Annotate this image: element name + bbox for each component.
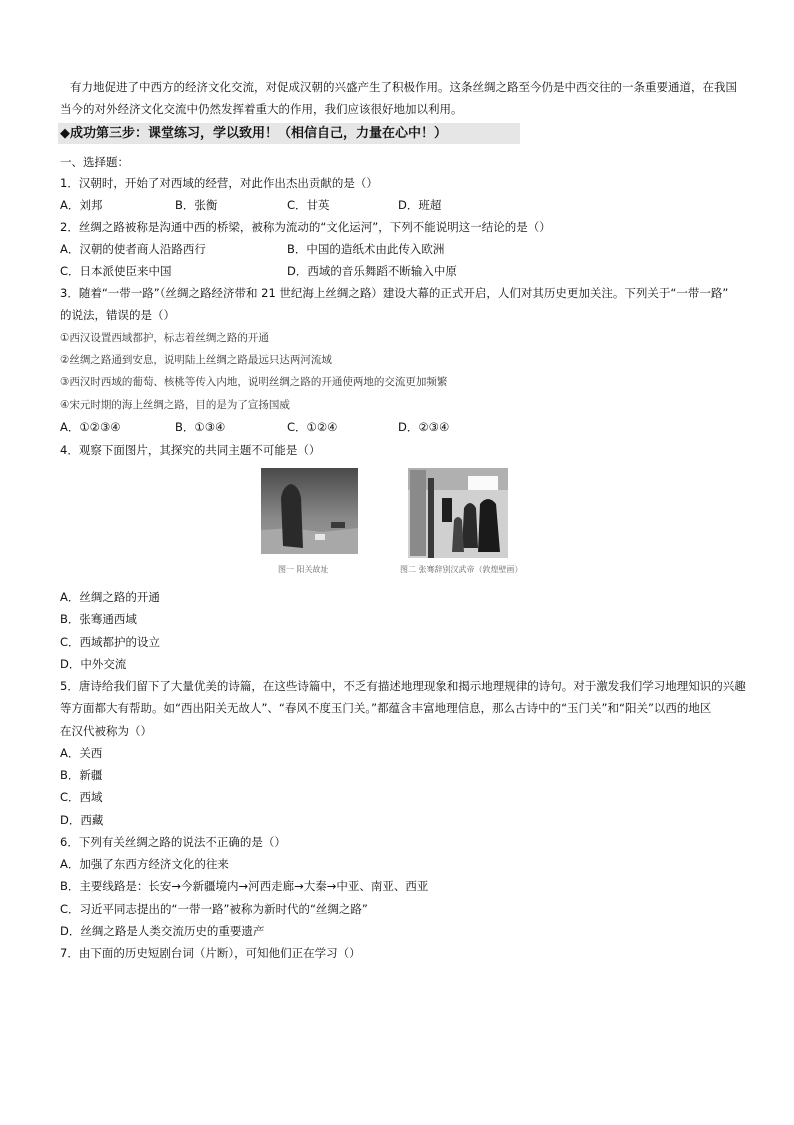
q6-option-a: A．加强了东西方经济文化的往来 (60, 857, 229, 871)
q3-stem-line-2: 的说法，错误的是（） (60, 308, 175, 322)
q1-option-c: C．甘英 (287, 198, 330, 212)
q3-option-a: A．①②③④ (60, 420, 121, 434)
q5-option-a: A．关西 (60, 746, 103, 760)
q1-option-a: A．刘邦 (60, 198, 103, 212)
q5-stem-line-2: 等方面都大有帮助。如“西出阳关无故人”、“春风不度玉门关。”都蕴含丰富地理信息，那么古诗中的“玉门关”和“阳关”以西的地区 (60, 701, 712, 715)
q5-stem-line-3: 在汉代被称为（） (60, 724, 152, 738)
q3-statement-3: ③西汉时西域的葡萄、核桃等传入内地，说明丝绸之路的开通使两地的交流更加频繁 (60, 376, 448, 388)
q6-option-b: B．主要线路是：长安→今新疆境内→河西走廊→大秦→中亚、南亚、西亚 (60, 879, 429, 893)
q2-option-a: A．汉朝的使者商人沿路西行 (60, 242, 206, 256)
q2-option-b: B．中国的造纸术由此传入欧洲 (287, 242, 445, 256)
q2-option-c: C．日本派使臣来中国 (60, 264, 172, 278)
q1-option-d: D．班超 (398, 198, 442, 212)
q4-option-a: A．丝绸之路的开通 (60, 590, 160, 604)
q6-stem: 6．下列有关丝绸之路的说法不正确的是（） (60, 835, 286, 849)
q3-option-d: D．②③④ (398, 420, 450, 434)
zhang-qian-mural-photo (408, 468, 508, 558)
yangguan-ruins-illustration (261, 468, 358, 554)
q3-statement-4: ④宋元时期的海上丝绸之路，目的是为了宣扬国威 (60, 399, 290, 411)
q5-stem-line-1: 5．唐诗给我们留下了大量优美的诗篇，在这些诗篇中，不乏有描述地理现象和揭示地理规律的诗句。对于激发我们学习地理知识的兴趣 (60, 679, 746, 693)
q5-option-c: C．西域 (60, 790, 103, 804)
intro-line-1: 有力地促进了中西方的经济文化交流，对促成汉朝的兴盛产生了积极作用。这条丝绸之路至今仍是中西交往的一条重要通道，在我国 (70, 80, 737, 94)
q6-option-c: C．习近平同志提出的“一带一路”被称为新时代的“丝绸之路” (60, 902, 368, 916)
q5-option-d: D．西藏 (60, 813, 104, 827)
q3-option-c: C．①②④ (287, 420, 338, 434)
q3-stem-line-1: 3．随着“一带一路”（丝绸之路经济带和 21 世纪海上丝绸之路）建设大幕的正式开启，人们对其历史更加关注。下列关于“一带一路” (60, 286, 729, 300)
q2-stem: 2．丝绸之路被称是沟通中西的桥梁，被称为流动的“文化运河”，下列不能说明这一结论的是（） (60, 220, 551, 234)
figure-2-caption: 图二 张骞辞别汉武帝（敦煌壁画） (400, 565, 523, 574)
q5-option-b: B．新疆 (60, 768, 103, 782)
figure-1-caption: 图一 阳关故址 (278, 565, 329, 574)
q4-stem: 4．观察下面图片，其探究的共同主题不可能是（） (60, 443, 321, 457)
q4-option-d: D．中外交流 (60, 657, 127, 671)
q1-option-b: B．张衡 (175, 198, 218, 212)
step-title: ◆成功第三步：课堂练习，学以致用！（相信自己，力量在心中！） (58, 123, 520, 144)
q4-figures (258, 468, 538, 580)
intro-line-2: 当今的对外经济文化交流中仍然发挥着重大的作用，我们应该很好地加以利用。 (60, 102, 463, 116)
q4-option-b: B．张骞通西域 (60, 612, 137, 626)
q4-option-c: C．西域都护的设立 (60, 635, 161, 649)
q3-statement-2: ②丝绸之路通到安息，说明陆上丝绸之路最远只达两河流域 (60, 354, 332, 366)
zhang-qian-mural-illustration (408, 468, 508, 558)
q3-statement-1: ①西汉设置西域都护，标志着丝绸之路的开通 (60, 332, 269, 344)
q3-option-b: B．①③④ (175, 420, 226, 434)
yangguan-ruins-photo (261, 468, 358, 554)
section-heading: 一、选择题： (60, 155, 129, 169)
q6-option-d: D．丝绸之路是人类交流历史的重要遗产 (60, 924, 265, 938)
q7-stem: 7．由下面的历史短剧台词（片断），可知他们正在学习（） (60, 946, 361, 960)
q2-option-d: D．西域的音乐舞蹈不断输入中原 (287, 264, 457, 278)
q1-stem: 1．汉朝时，开始了对西域的经营，对此作出杰出贡献的是（） (60, 176, 378, 190)
